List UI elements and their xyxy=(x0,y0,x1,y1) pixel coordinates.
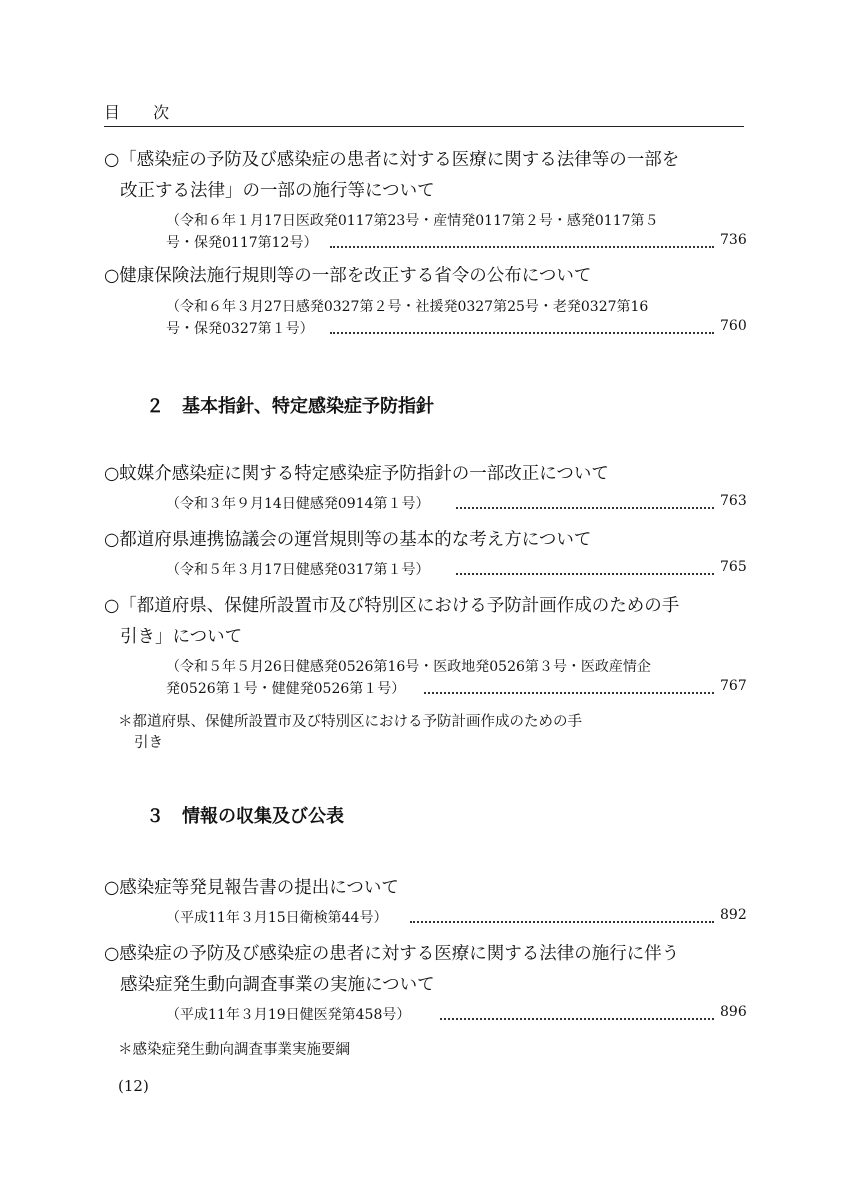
entry-citation: （平成11年３月19日健医発第458号） xyxy=(166,1007,411,1023)
entry-citation: （令和３年９月14日健感発0914第１号） xyxy=(166,496,430,512)
page-header xyxy=(104,100,744,127)
page-number: 736 xyxy=(720,232,747,248)
page-number: 767 xyxy=(720,678,747,694)
entry-title: 改正する法律」の一部の施行等について xyxy=(120,181,435,201)
entry-note: ＊感染症発生動向調査事業実施要綱 xyxy=(118,1042,350,1058)
entry-citation: （令和６年３月27日感発0327第２号・社援発0327第25号・老発0327第16 xyxy=(166,299,649,315)
page-folio: (12) xyxy=(118,1077,149,1095)
entry-title: ○「都道府県、保健所設置市及び特別区における予防計画作成のための手 xyxy=(104,596,680,616)
entry-title: ○都道府県連携協議会の運営規則等の基本的な考え方について xyxy=(104,530,592,550)
leader-dots xyxy=(456,573,714,575)
entry-citation: 号・保発0117第12号） xyxy=(166,235,318,251)
page-number: 763 xyxy=(720,493,747,509)
entry-note: 引き xyxy=(134,735,163,751)
page-number: 896 xyxy=(720,1004,747,1020)
page-number: 892 xyxy=(720,907,747,923)
entry-title: ○感染症等発見報告書の提出について xyxy=(104,878,399,898)
entry-citation: （令和６年１月17日医政発0117第23号・産情発0117第２号・感発0117第５ xyxy=(166,213,659,229)
page-number: 765 xyxy=(720,559,747,575)
page-number: 760 xyxy=(720,318,747,334)
entry-citation: 号・保発0327第１号） xyxy=(166,321,314,337)
entry-citation: （令和５年５月26日健感発0526第16号・医政地発0526第３号・医政産情企 xyxy=(166,659,651,675)
entry-citation: （平成11年３月15日衛検第44号） xyxy=(166,910,388,926)
leader-dots xyxy=(440,1018,714,1020)
entry-note: ＊都道府県、保健所設置市及び特別区における予防計画作成のための手 xyxy=(118,714,582,730)
entry-citation: 発0526第１号・健健発0526第１号） xyxy=(166,681,406,697)
entry-title: 引き」について xyxy=(120,627,243,647)
entry-title: ○健康保険法施行規則等の一部を改正する省令の公布について xyxy=(104,266,592,286)
section-heading: ２ 基本指針、特定感染症予防指針 xyxy=(146,396,434,417)
leader-dots xyxy=(424,692,714,694)
leader-dots xyxy=(330,246,714,248)
leader-dots xyxy=(456,507,714,509)
entry-title: 感染症発生動向調査事業の実施について xyxy=(120,975,435,995)
section-heading: ３ 情報の収集及び公表 xyxy=(146,806,344,827)
entry-citation: （令和５年３月17日健感発0317第１号） xyxy=(166,562,430,578)
leader-dots xyxy=(410,921,714,923)
entry-title: ○蚊媒介感染症に関する特定感染症予防指針の一部改正について xyxy=(104,464,609,484)
leader-dots xyxy=(330,332,714,334)
header-title: 目 次 xyxy=(104,103,184,122)
entry-title: ○感染症の予防及び感染症の患者に対する医療に関する法律の施行に伴う xyxy=(104,944,680,964)
entry-title: ○「感染症の予防及び感染症の患者に対する医療に関する法律等の一部を xyxy=(104,150,680,170)
